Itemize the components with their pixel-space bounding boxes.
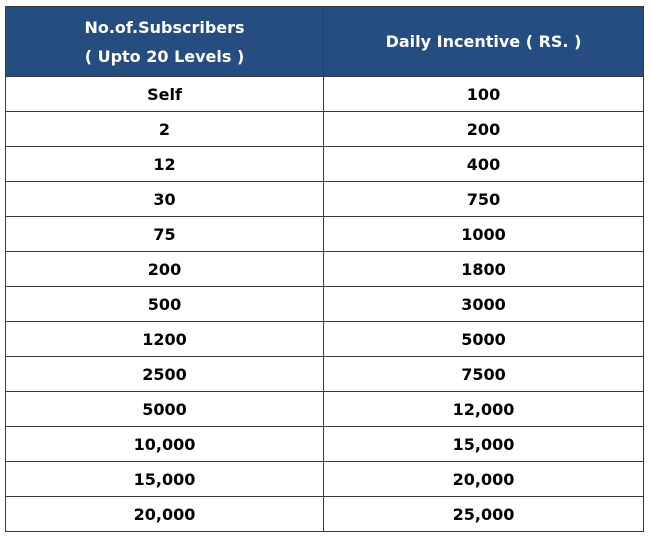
subscribers-cell: 2 <box>6 112 324 147</box>
incentive-table <box>5 6 644 532</box>
incentive-cell: 25,000 <box>324 497 644 532</box>
subscribers-cell: 20,000 <box>6 497 324 532</box>
subscribers-cell: 200 <box>6 252 324 287</box>
header-subscribers-line2: ( Upto 20 Levels ) <box>84 46 245 66</box>
subscribers-cell: 75 <box>6 217 324 252</box>
table-row <box>6 357 644 392</box>
incentive-cell: 750 <box>324 182 644 217</box>
incentive-cell: 400 <box>324 147 644 182</box>
subscribers-cell: 5000 <box>6 392 324 427</box>
subscribers-cell: 12 <box>6 147 324 182</box>
incentive-cell: 20,000 <box>324 462 644 497</box>
subscribers-cell: 10,000 <box>6 427 324 462</box>
table-row <box>6 77 644 112</box>
table-row <box>6 217 644 252</box>
incentive-cell: 100 <box>324 77 644 112</box>
table-row <box>6 112 644 147</box>
subscribers-cell: 1200 <box>6 322 324 357</box>
table-header-row <box>6 7 644 77</box>
incentive-cell: 5000 <box>324 322 644 357</box>
subscribers-cell: Self <box>6 77 324 112</box>
subscribers-cell: 15,000 <box>6 462 324 497</box>
table-row <box>6 427 644 462</box>
table-body <box>6 77 644 532</box>
incentive-cell: 200 <box>324 112 644 147</box>
incentive-cell: 15,000 <box>324 427 644 462</box>
subscribers-cell: 500 <box>6 287 324 322</box>
incentive-cell: 1800 <box>324 252 644 287</box>
header-daily-incentive: Daily Incentive ( RS. ) <box>324 7 644 77</box>
subscribers-cell: 30 <box>6 182 324 217</box>
header-subscribers-line1: No.of.Subscribers <box>84 17 245 37</box>
table-row <box>6 462 644 497</box>
table-row <box>6 182 644 217</box>
table-row <box>6 497 644 532</box>
header-subscribers <box>6 7 324 77</box>
table-row <box>6 147 644 182</box>
incentive-cell: 7500 <box>324 357 644 392</box>
table-row <box>6 322 644 357</box>
table-row <box>6 287 644 322</box>
table-row <box>6 392 644 427</box>
table-row <box>6 252 644 287</box>
incentive-cell: 12,000 <box>324 392 644 427</box>
incentive-cell: 1000 <box>324 217 644 252</box>
subscribers-cell: 2500 <box>6 357 324 392</box>
incentive-cell: 3000 <box>324 287 644 322</box>
incentive-table-container <box>5 6 643 532</box>
